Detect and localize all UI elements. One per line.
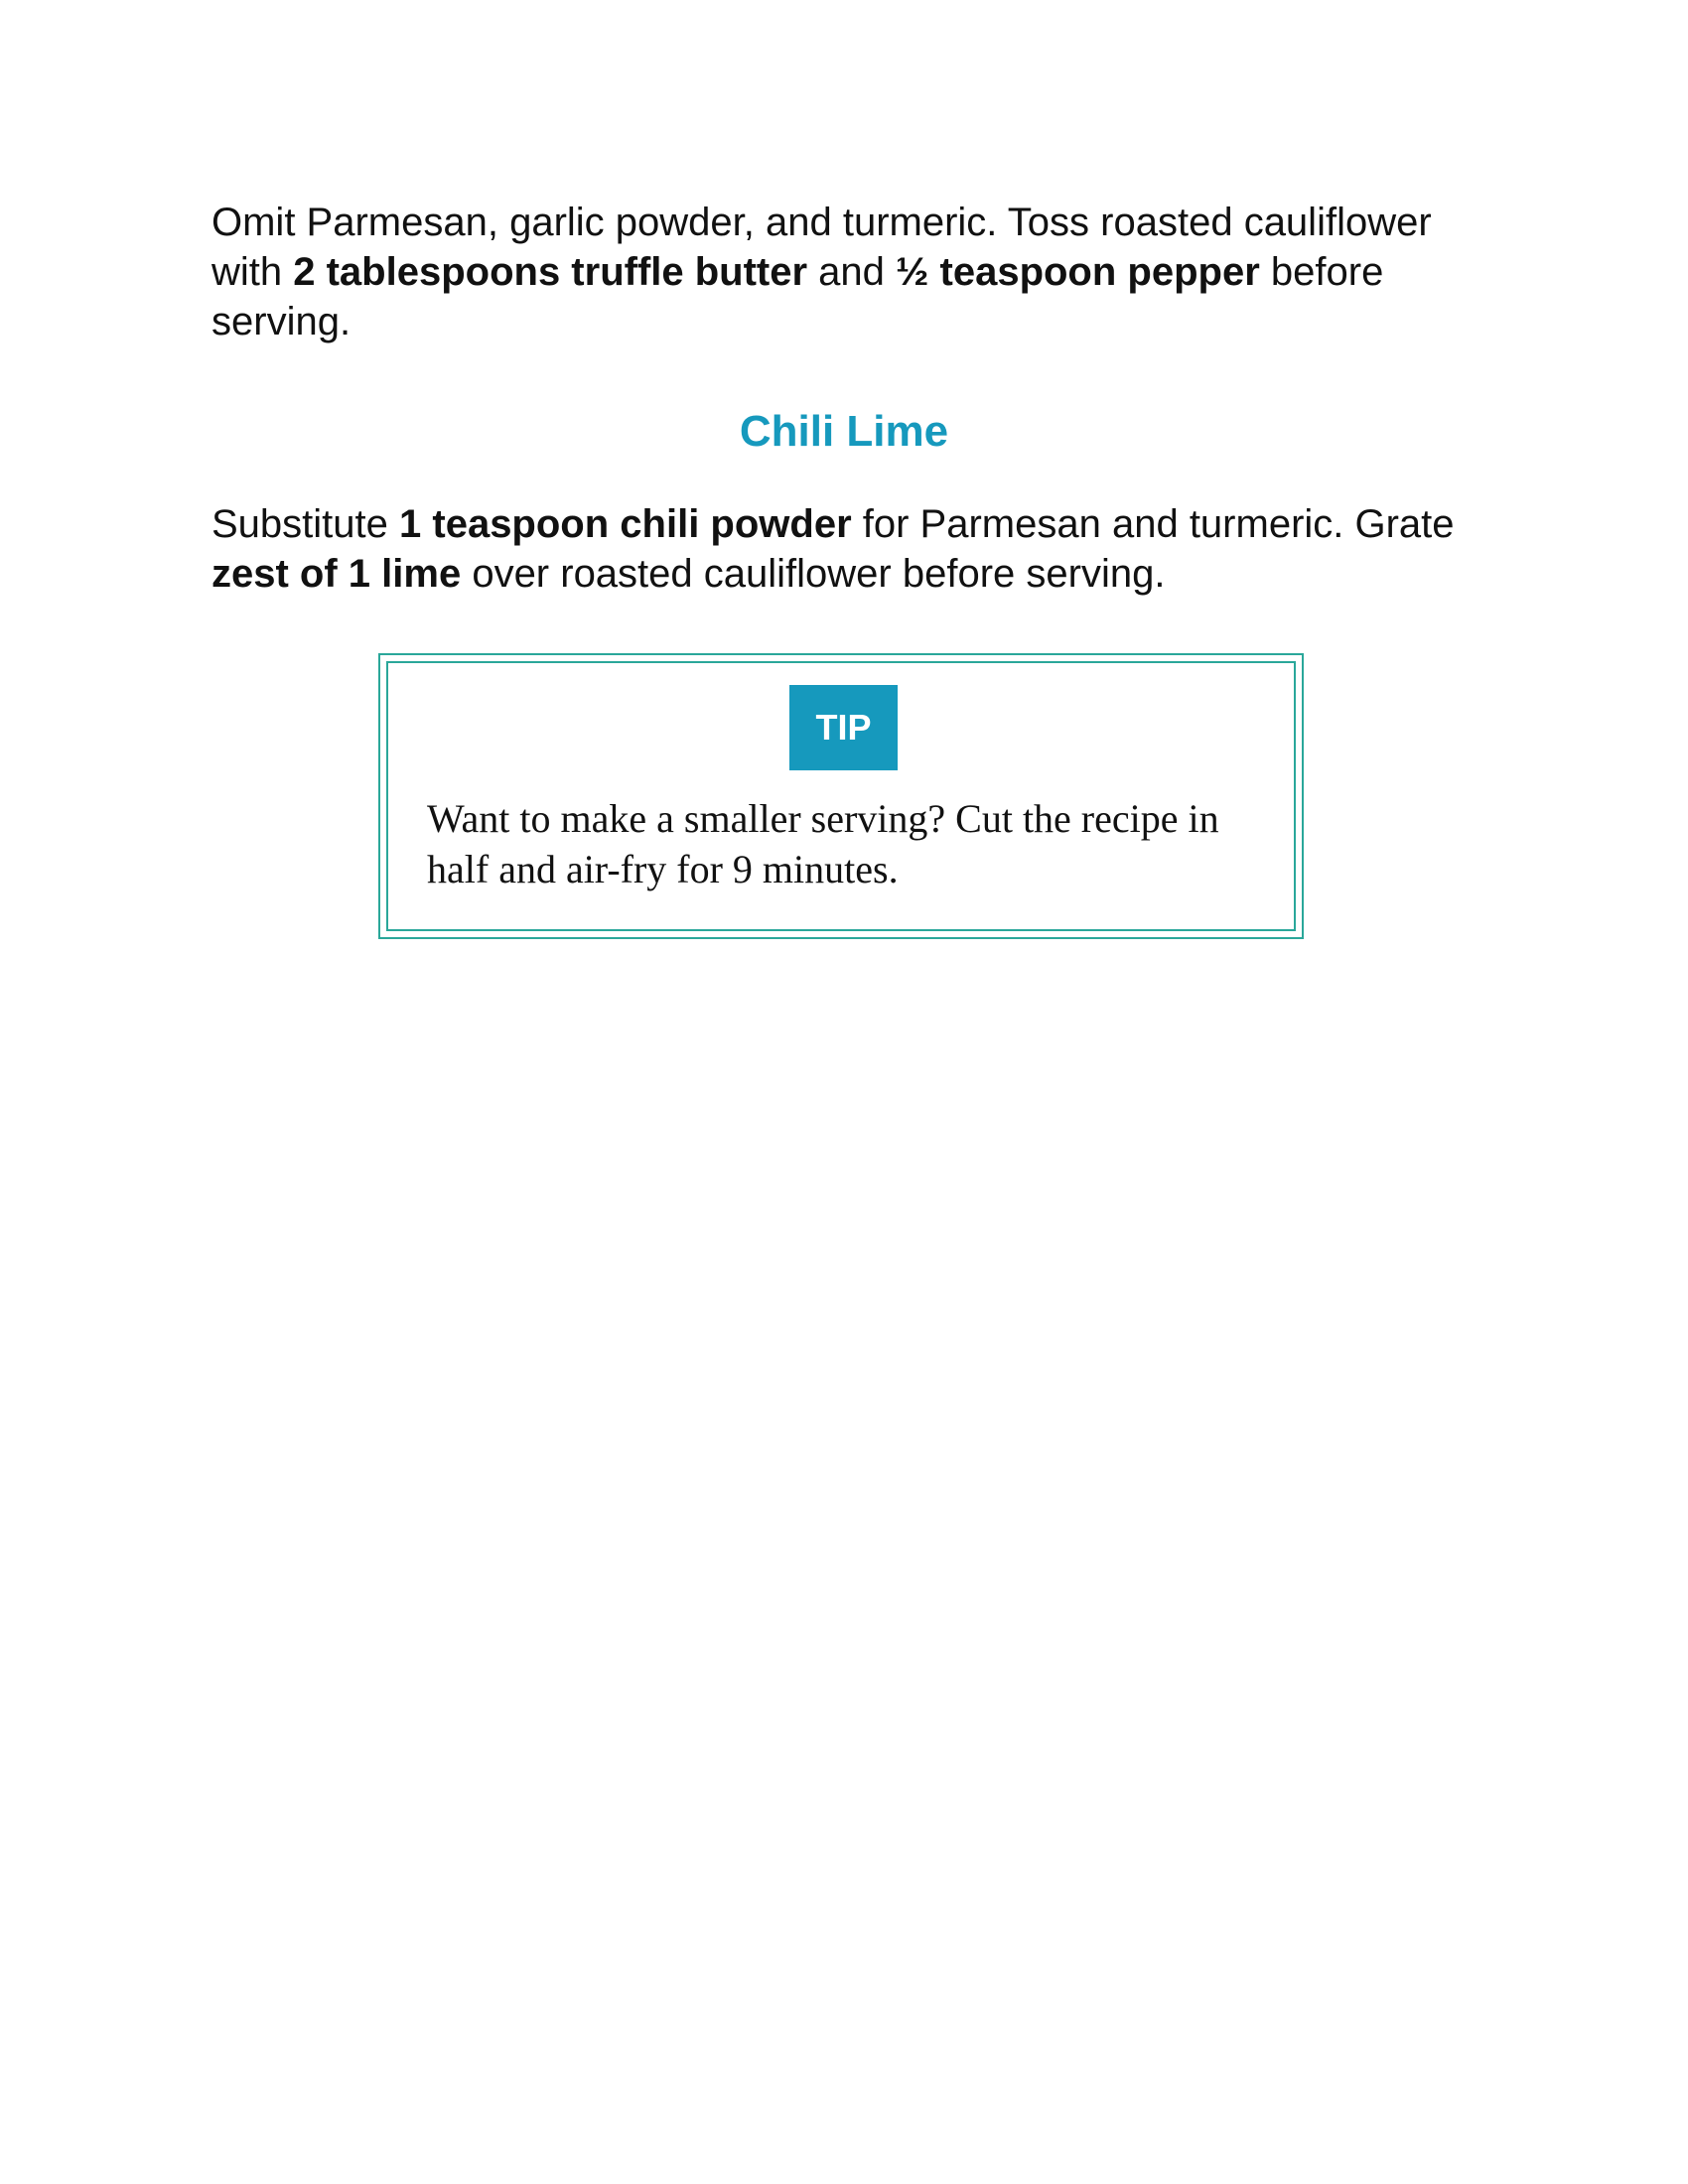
paragraph-text: Omit Parmesan, garlic powder, and turmeric. Toss roasted cauliflower with bbox=[211, 201, 1432, 294]
tip-badge: TIP bbox=[789, 685, 898, 770]
paragraph-text: and bbox=[807, 250, 897, 294]
paragraph-text: Substitute bbox=[211, 502, 400, 546]
tip-text: Want to make a smaller serving? Cut the recipe in half and air-fry for 9 minutes. bbox=[427, 796, 1219, 891]
ingredient-truffle-butter: 2 tablespoons truffle butter bbox=[293, 250, 808, 294]
ingredient-chili-powder: 1 teaspoon chili powder bbox=[399, 502, 852, 546]
ingredient-lime-zest: zest of 1 lime bbox=[211, 552, 462, 596]
truffle-variation-paragraph bbox=[211, 198, 1502, 346]
chili-lime-heading: Chili Lime bbox=[739, 407, 949, 456]
paragraph-text: before serving. bbox=[211, 250, 1384, 343]
paragraph-text: over roasted cauliflower before serving. bbox=[461, 552, 1166, 596]
ingredient-pepper: ½ teaspoon pepper bbox=[896, 250, 1260, 294]
paragraph-text: for Parmesan and turmeric. Grate bbox=[851, 502, 1455, 546]
chili-lime-paragraph bbox=[211, 499, 1502, 599]
